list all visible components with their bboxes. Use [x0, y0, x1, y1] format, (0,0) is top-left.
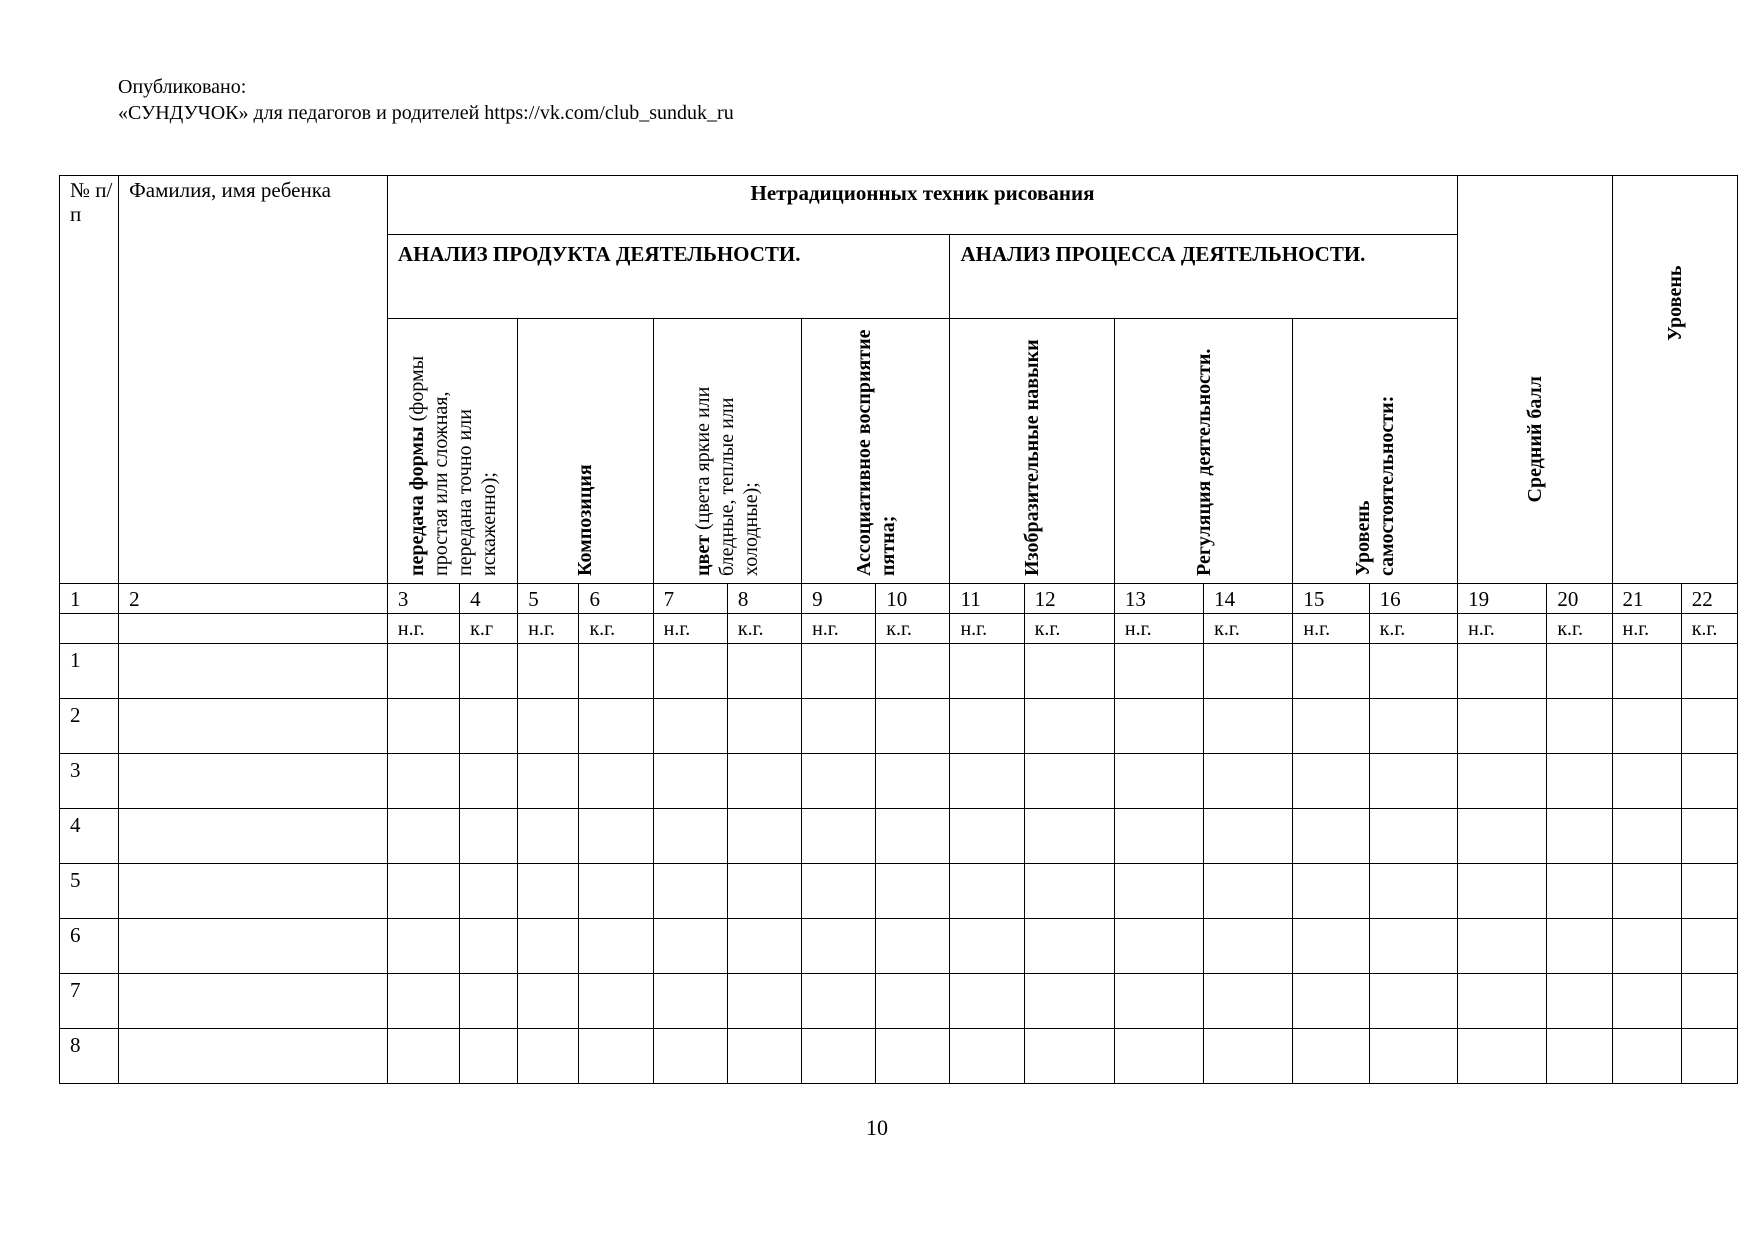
row-number: 7 [60, 974, 119, 1029]
score-cell[interactable] [1114, 919, 1203, 974]
score-cell[interactable] [727, 809, 801, 864]
score-cell[interactable] [1114, 644, 1203, 699]
column-number: 1 [60, 584, 119, 614]
score-cell[interactable] [1204, 699, 1293, 754]
name-cell[interactable] [119, 864, 388, 919]
table-row [60, 699, 1738, 754]
column-number: 11 [950, 584, 1024, 614]
score-cell[interactable] [876, 1029, 950, 1084]
published-label: Опубликовано: [118, 76, 247, 98]
score-cell[interactable] [1458, 809, 1547, 864]
score-cell[interactable] [579, 864, 653, 919]
score-cell[interactable] [950, 1029, 1024, 1084]
name-cell[interactable] [119, 699, 388, 754]
column-number: 3 [387, 584, 459, 614]
score-cell[interactable] [802, 919, 876, 974]
score-cell[interactable] [876, 644, 950, 699]
unit-label: к.г. [1024, 614, 1114, 644]
score-cell[interactable] [1612, 754, 1681, 809]
score-cell[interactable] [653, 919, 727, 974]
column-number: 2 [119, 584, 388, 614]
score-cell[interactable] [1681, 809, 1737, 864]
score-cell[interactable] [653, 699, 727, 754]
score-cell[interactable] [1204, 754, 1293, 809]
score-cell[interactable] [1458, 754, 1547, 809]
score-cell[interactable] [802, 974, 876, 1029]
score-cell[interactable] [1024, 974, 1114, 1029]
score-cell[interactable] [387, 809, 459, 864]
score-cell[interactable] [1204, 919, 1293, 974]
column-number: 6 [579, 584, 653, 614]
column-number: 22 [1681, 584, 1737, 614]
score-cell[interactable] [1458, 974, 1547, 1029]
score-cell[interactable] [950, 919, 1024, 974]
score-cell[interactable] [1369, 809, 1457, 864]
unit-label: к.г. [727, 614, 801, 644]
row-number: 5 [60, 864, 119, 919]
column-number: 13 [1114, 584, 1203, 614]
score-cell[interactable] [950, 644, 1024, 699]
score-cell[interactable] [1293, 809, 1369, 864]
score-cell[interactable] [653, 974, 727, 1029]
criterion-color-title: цвет [692, 534, 715, 576]
score-cell[interactable] [876, 864, 950, 919]
column-number: 9 [802, 584, 876, 614]
score-cell[interactable] [727, 1029, 801, 1084]
column-number: 8 [727, 584, 801, 614]
score-cell[interactable] [1114, 1029, 1203, 1084]
score-cell[interactable] [802, 754, 876, 809]
score-cell[interactable] [1293, 1029, 1369, 1084]
score-cell[interactable] [1612, 644, 1681, 699]
score-cell[interactable] [518, 864, 579, 919]
score-cell[interactable] [1547, 644, 1612, 699]
score-cell[interactable] [876, 699, 950, 754]
empty-cell [119, 614, 388, 644]
criterion-regulation [1114, 319, 1293, 584]
score-cell[interactable] [1681, 754, 1737, 809]
score-cell[interactable] [579, 809, 653, 864]
row-number: 8 [60, 1029, 119, 1084]
score-cell[interactable] [387, 974, 459, 1029]
avg-score-label: Средний балл [1523, 375, 1546, 502]
score-cell[interactable] [518, 809, 579, 864]
score-cell[interactable] [1547, 754, 1612, 809]
table-title: Нетрадиционных техник рисования [387, 176, 1457, 235]
score-cell[interactable] [1024, 809, 1114, 864]
criterion-association-title: Ассоциативное восприятие пятна; [852, 329, 899, 576]
column-number: 20 [1547, 584, 1612, 614]
row-number: 6 [60, 919, 119, 974]
unit-label: к.г. [1681, 614, 1737, 644]
score-cell[interactable] [876, 919, 950, 974]
column-number: 7 [653, 584, 727, 614]
column-number: 19 [1458, 584, 1547, 614]
score-cell[interactable] [579, 1029, 653, 1084]
score-cell[interactable] [387, 644, 459, 699]
row-number: 4 [60, 809, 119, 864]
column-number: 21 [1612, 584, 1681, 614]
score-cell[interactable] [950, 864, 1024, 919]
criterion-independence-title: Уровень самостоятельности: [1352, 395, 1399, 576]
score-cell[interactable] [727, 699, 801, 754]
unit-label: н.г. [1293, 614, 1369, 644]
assessment-table [59, 175, 1738, 1084]
score-cell[interactable] [1458, 644, 1547, 699]
criterion-composition-title: Композиция [574, 464, 597, 576]
name-cell[interactable] [119, 644, 388, 699]
score-cell[interactable] [653, 809, 727, 864]
score-cell[interactable] [727, 864, 801, 919]
score-cell[interactable] [1612, 1029, 1681, 1084]
column-number: 4 [460, 584, 518, 614]
name-cell[interactable] [119, 919, 388, 974]
score-cell[interactable] [1114, 699, 1203, 754]
score-cell[interactable] [387, 754, 459, 809]
score-cell[interactable] [1458, 864, 1547, 919]
score-cell[interactable] [1293, 974, 1369, 1029]
criterion-form-title: передача формы [405, 426, 428, 576]
publisher-line: «СУНДУЧОК» для педагогов и родителей https://vk.com/club_sunduk_ru [118, 102, 734, 124]
score-cell[interactable] [1547, 864, 1612, 919]
score-cell[interactable] [518, 919, 579, 974]
avg-score-header [1458, 176, 1612, 584]
empty-cell [60, 614, 119, 644]
col-name-header: Фамилия, имя ребенка [119, 176, 388, 584]
table-row [60, 919, 1738, 974]
score-cell[interactable] [1293, 754, 1369, 809]
score-cell[interactable] [460, 1029, 518, 1084]
score-cell[interactable] [1204, 1029, 1293, 1084]
criterion-regulation-title: Регуляция деятельности. [1192, 348, 1215, 576]
unit-label: к.г. [1547, 614, 1612, 644]
score-cell[interactable] [1114, 974, 1203, 1029]
score-cell[interactable] [1369, 1029, 1457, 1084]
score-cell[interactable] [518, 974, 579, 1029]
row-number: 2 [60, 699, 119, 754]
criterion-color [653, 319, 801, 584]
table-row [60, 974, 1738, 1029]
score-cell[interactable] [1204, 864, 1293, 919]
score-cell[interactable] [579, 699, 653, 754]
score-cell[interactable] [1547, 919, 1612, 974]
score-cell[interactable] [1024, 1029, 1114, 1084]
score-cell[interactable] [460, 864, 518, 919]
score-cell[interactable] [727, 644, 801, 699]
score-cell[interactable] [1681, 699, 1737, 754]
column-number: 5 [518, 584, 579, 614]
score-cell[interactable] [518, 1029, 579, 1084]
score-cell[interactable] [653, 864, 727, 919]
score-cell[interactable] [802, 809, 876, 864]
score-cell[interactable] [727, 974, 801, 1029]
score-cell[interactable] [950, 974, 1024, 1029]
score-cell[interactable] [1547, 809, 1612, 864]
score-cell[interactable] [653, 1029, 727, 1084]
score-cell[interactable] [1612, 699, 1681, 754]
unit-label: н.г. [518, 614, 579, 644]
score-cell[interactable] [1681, 644, 1737, 699]
score-cell[interactable] [460, 809, 518, 864]
score-cell[interactable] [387, 699, 459, 754]
score-cell[interactable] [1681, 919, 1737, 974]
score-cell[interactable] [950, 809, 1024, 864]
section-product-analysis: АНАЛИЗ ПРОДУКТА ДЕЯТЕЛЬНОСТИ. [387, 235, 950, 319]
score-cell[interactable] [802, 1029, 876, 1084]
unit-label: н.г. [1114, 614, 1203, 644]
score-cell[interactable] [1024, 644, 1114, 699]
score-cell[interactable] [579, 974, 653, 1029]
unit-label: н.г. [802, 614, 876, 644]
score-cell[interactable] [1369, 754, 1457, 809]
column-number: 14 [1204, 584, 1293, 614]
row-number: 3 [60, 754, 119, 809]
score-cell[interactable] [876, 754, 950, 809]
score-cell[interactable] [460, 644, 518, 699]
score-cell[interactable] [1024, 754, 1114, 809]
score-cell[interactable] [579, 644, 653, 699]
unit-label: н.г. [387, 614, 459, 644]
score-cell[interactable] [1547, 1029, 1612, 1084]
table-row [60, 1029, 1738, 1084]
unit-label: к.г [460, 614, 518, 644]
score-cell[interactable] [1204, 809, 1293, 864]
score-cell[interactable] [518, 699, 579, 754]
score-cell[interactable] [460, 754, 518, 809]
name-cell[interactable] [119, 974, 388, 1029]
score-cell[interactable] [1369, 919, 1457, 974]
score-cell[interactable] [1024, 699, 1114, 754]
table-row [60, 644, 1738, 699]
criterion-association [802, 319, 950, 584]
column-numbers-row [60, 584, 1738, 614]
score-cell[interactable] [1458, 919, 1547, 974]
name-cell[interactable] [119, 1029, 388, 1084]
score-cell[interactable] [1293, 644, 1369, 699]
score-cell[interactable] [460, 699, 518, 754]
score-cell[interactable] [876, 974, 950, 1029]
unit-label: н.г. [653, 614, 727, 644]
name-cell[interactable] [119, 754, 388, 809]
score-cell[interactable] [1024, 919, 1114, 974]
score-cell[interactable] [1369, 699, 1457, 754]
score-cell[interactable] [1204, 644, 1293, 699]
score-cell[interactable] [1681, 974, 1737, 1029]
score-cell[interactable] [802, 699, 876, 754]
score-cell[interactable] [460, 919, 518, 974]
score-cell[interactable] [1547, 974, 1612, 1029]
score-cell[interactable] [387, 864, 459, 919]
col-num-header: № п/п [60, 176, 119, 584]
score-cell[interactable] [653, 754, 727, 809]
level-label: Уровень [1663, 265, 1686, 341]
row-number: 1 [60, 644, 119, 699]
score-cell[interactable] [1681, 864, 1737, 919]
score-cell[interactable] [1293, 699, 1369, 754]
unit-label: к.г. [876, 614, 950, 644]
table-row [60, 864, 1738, 919]
criterion-form-desc: (формы простая или сложная, передана точно или искаженно); [405, 355, 500, 576]
score-cell[interactable] [802, 864, 876, 919]
score-cell[interactable] [1612, 864, 1681, 919]
score-cell[interactable] [460, 974, 518, 1029]
score-cell[interactable] [518, 644, 579, 699]
criterion-form [387, 319, 517, 584]
table-row [60, 809, 1738, 864]
score-cell[interactable] [950, 699, 1024, 754]
score-cell[interactable] [1114, 754, 1203, 809]
score-cell[interactable] [1369, 864, 1457, 919]
score-cell[interactable] [1681, 1029, 1737, 1084]
score-cell[interactable] [950, 754, 1024, 809]
criterion-skills [950, 319, 1114, 584]
score-cell[interactable] [653, 644, 727, 699]
page-number: 10 [866, 1115, 888, 1140]
score-cell[interactable] [518, 754, 579, 809]
score-cell[interactable] [387, 919, 459, 974]
score-cell[interactable] [1612, 974, 1681, 1029]
score-cell[interactable] [1204, 974, 1293, 1029]
score-cell[interactable] [1547, 699, 1612, 754]
score-cell[interactable] [1114, 809, 1203, 864]
score-cell[interactable] [727, 754, 801, 809]
units-row [60, 614, 1738, 644]
score-cell[interactable] [1369, 974, 1457, 1029]
score-cell[interactable] [802, 644, 876, 699]
score-cell[interactable] [1612, 919, 1681, 974]
criterion-composition [518, 319, 653, 584]
score-cell[interactable] [727, 919, 801, 974]
publication-header [118, 74, 734, 126]
score-cell[interactable] [876, 809, 950, 864]
criterion-independence [1293, 319, 1458, 584]
table-row [60, 754, 1738, 809]
score-cell[interactable] [1114, 864, 1203, 919]
level-header [1612, 176, 1738, 584]
unit-label: н.г. [950, 614, 1024, 644]
unit-label: к.г. [579, 614, 653, 644]
score-cell[interactable] [1369, 644, 1457, 699]
unit-label: н.г. [1458, 614, 1547, 644]
column-number: 12 [1024, 584, 1114, 614]
name-cell[interactable] [119, 809, 388, 864]
score-cell[interactable] [1024, 864, 1114, 919]
score-cell[interactable] [1458, 1029, 1547, 1084]
score-cell[interactable] [1458, 699, 1547, 754]
column-number: 16 [1369, 584, 1457, 614]
column-number: 10 [876, 584, 950, 614]
criterion-skills-title: Изобразительные навыки [1021, 339, 1044, 576]
score-cell[interactable] [1293, 919, 1369, 974]
score-cell[interactable] [387, 1029, 459, 1084]
score-cell[interactable] [579, 919, 653, 974]
criterion-color-desc: (цвета яркие или бледные, теплые или холодные); [692, 386, 763, 576]
score-cell[interactable] [1612, 809, 1681, 864]
score-cell[interactable] [579, 754, 653, 809]
unit-label: к.г. [1369, 614, 1457, 644]
unit-label: н.г. [1612, 614, 1681, 644]
unit-label: к.г. [1204, 614, 1293, 644]
section-process-analysis: АНАЛИЗ ПРОЦЕССА ДЕЯТЕЛЬНОСТИ. [950, 235, 1458, 319]
score-cell[interactable] [1293, 864, 1369, 919]
column-number: 15 [1293, 584, 1369, 614]
